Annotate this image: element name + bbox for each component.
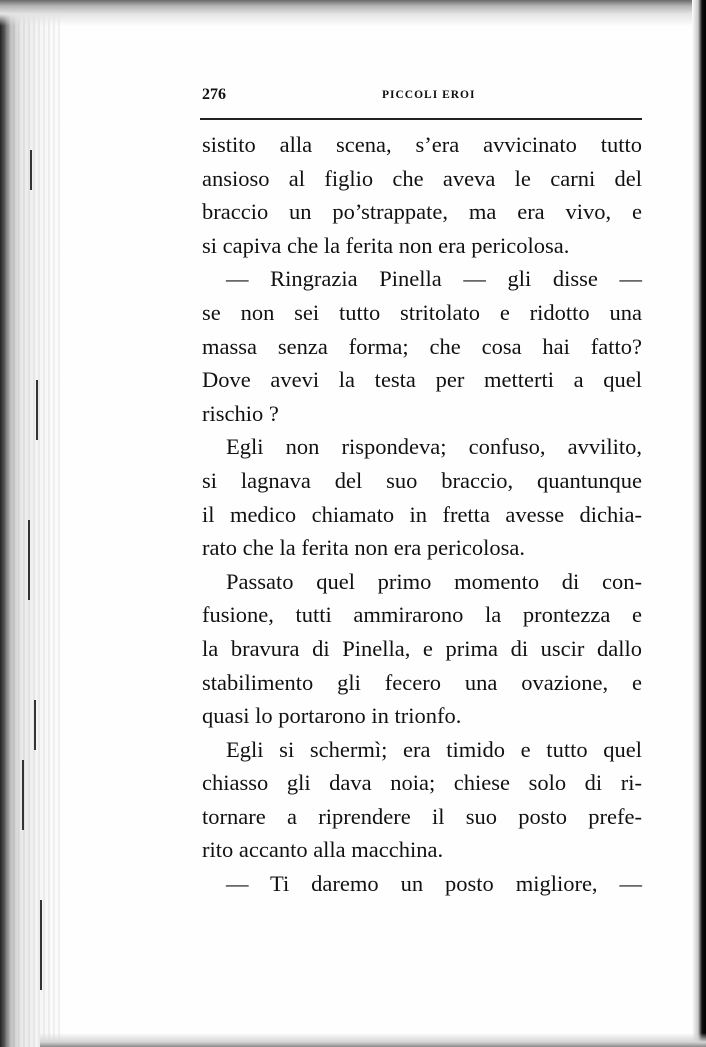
header-rule [200,118,642,120]
text-line: la bravura di Pinella, e prima di uscir dallo [202,635,642,661]
text-line: fusione, tutti ammirarono la prontezza e [202,602,642,628]
scan-left-edge-shadow [0,0,62,1047]
text-line: si lagnava del suo braccio, quantunque [202,467,642,493]
scan-top-edge-shadow [0,0,706,26]
text-line: Passato quel primo momento di con- [226,568,642,594]
text-line: braccio un po’strappate, ma era vivo, e [202,199,642,225]
text-line: massa senza forma; che cosa hai fatto? [202,333,642,359]
text-line: chiasso gli dava noia; chiese solo di ri- [202,770,642,796]
text-line: ansioso al figlio che aveva le carni del [202,165,642,191]
text-line: Egli non rispondeva; confuso, avvilito, [226,434,642,460]
text-line: stabilimento gli fecero una ovazione, e [202,669,642,695]
text-line: sistito alla scena, s’era avvicinato tutto [202,132,642,157]
page-number: 276 [202,86,226,103]
text-line: si capiva che la ferita non era pericolosa. [202,232,570,258]
page-header [200,86,642,108]
text-line: quasi lo portarono in trionfo. [202,703,462,729]
text-line: Egli si schermì; era timido e tutto quel [226,736,642,762]
body-text [202,128,642,901]
text-line: Dove avevi la testa per metterti a quel [202,367,642,393]
text-line: se non sei tutto stritolato e ridotto una [202,299,642,325]
text-line: rischio ? [202,400,279,426]
text-line: rito accanto alla macchina. [202,837,444,863]
text-line: rato che la ferita non era pericolosa. [202,535,525,561]
text-line: tornare a riprendere il suo posto prefe- [202,803,642,829]
running-title: PICCOLI EROI [382,89,476,101]
scan-bottom-edge-shadow [40,1033,706,1047]
text-line: — Ringrazia Pinella — gli disse — [226,266,642,292]
text-line: il medico chiamato in fretta avesse dichia- [202,501,642,527]
scan-right-edge-shadow [692,0,706,1047]
text-line: — Ti daremo un posto migliore, — [226,871,642,897]
